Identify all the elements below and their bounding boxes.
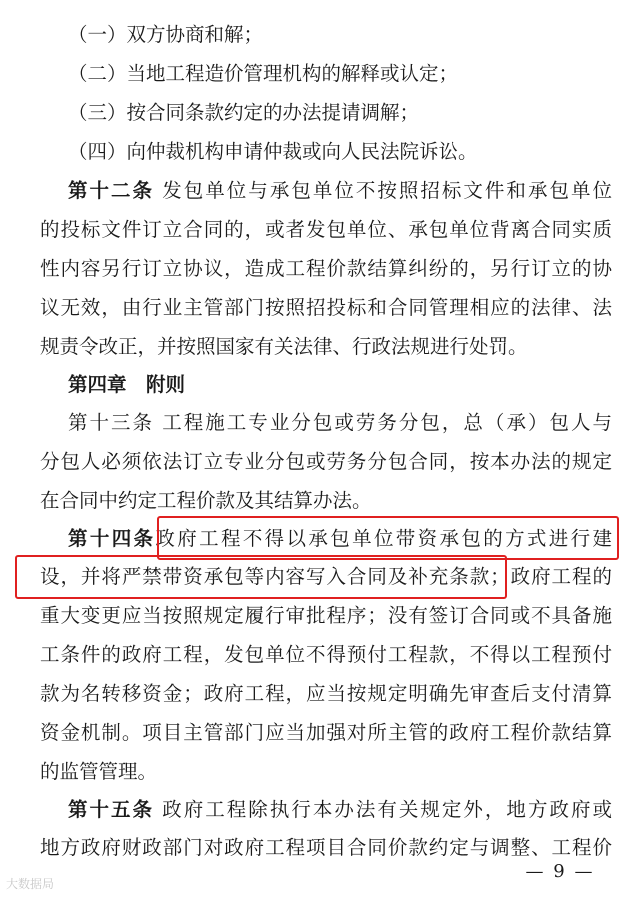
article13-line-3: 在合同中约定工程价款及其结算办法。: [40, 489, 372, 512]
list-item-4: （四）向仲裁机构申请仲裁或向人民法院诉讼。: [68, 140, 478, 163]
article15-line-2: 地方政府财政部门对政府工程项目合同价款约定与调整、工程价: [40, 836, 612, 859]
article13-line-2: 分包人必须依法订立专业分包或劳务分包合同，按本办法的规定: [40, 450, 612, 473]
article13-line-1: 第十三条 工程施工专业分包或劳务分包，总（承）包人与: [68, 411, 612, 434]
article14-line-6: 资金机制。项目主管部门应当加强对所主管的政府工程价款结算: [40, 721, 612, 744]
article14-text-2-rest: 政府工程的: [509, 565, 612, 588]
article15-text-1: 政府工程除执行本办法有关规定外，地方政府或: [162, 798, 612, 821]
article14-label: 第十四条: [68, 527, 156, 550]
list-item-2: （二）当地工程造价管理机构的解释或认定；: [68, 62, 459, 85]
list-item-3: （三）按合同条款约定的办法提请调解；: [68, 101, 420, 124]
chapter-heading: 第四章 附则: [68, 373, 186, 396]
article15-label: 第十五条: [68, 798, 155, 821]
article12-line-2: 的投标文件订立合同的，或者发包单位、承包单位背离合同实质: [40, 218, 612, 241]
article14-line-7: 的监管管理。: [40, 760, 158, 783]
article12-line-4: 议无效，由行业主管部门按照招投标和合同管理相应的法律、法: [40, 296, 612, 319]
page-number: — 9 —: [525, 861, 595, 882]
article14-line-2: [40, 558, 612, 596]
article12-text-1: 发包单位与承包单位不按照招标文件和承包单位: [162, 179, 612, 202]
article14-highlight-text-1: 政府工程不得以承包单位带资承包的方式进行建: [155, 527, 612, 550]
article14-line-3: 重大变更应当按照规定履行审批程序；没有签订合同或不具备施: [40, 604, 612, 627]
article12-line-5: 规责令改正，并按照国家有关法律、行政法规进行处罚。: [40, 335, 528, 358]
article14-highlight-text-2: 设，并将严禁带资承包等内容写入合同及补充条款；: [40, 565, 510, 588]
article14-line-5: 款为名转移资金；政府工程，应当按规定明确先审查后支付清算: [40, 682, 612, 705]
article15-line-1: [68, 791, 612, 829]
article14-line-4: 工条件的政府工程，发包单位不得预付工程款，不得以工程预付: [40, 643, 612, 666]
article12-label: 第十二条: [68, 179, 155, 202]
list-item-1: （一）双方协商和解；: [68, 23, 264, 46]
article12-line-1: [68, 172, 612, 210]
article12-line-3: 性内容另行订立协议，造成工程价款结算纠纷的，另行订立的协: [40, 257, 612, 280]
article14-line-1: [68, 520, 612, 558]
watermark: 大数据局: [6, 877, 55, 891]
